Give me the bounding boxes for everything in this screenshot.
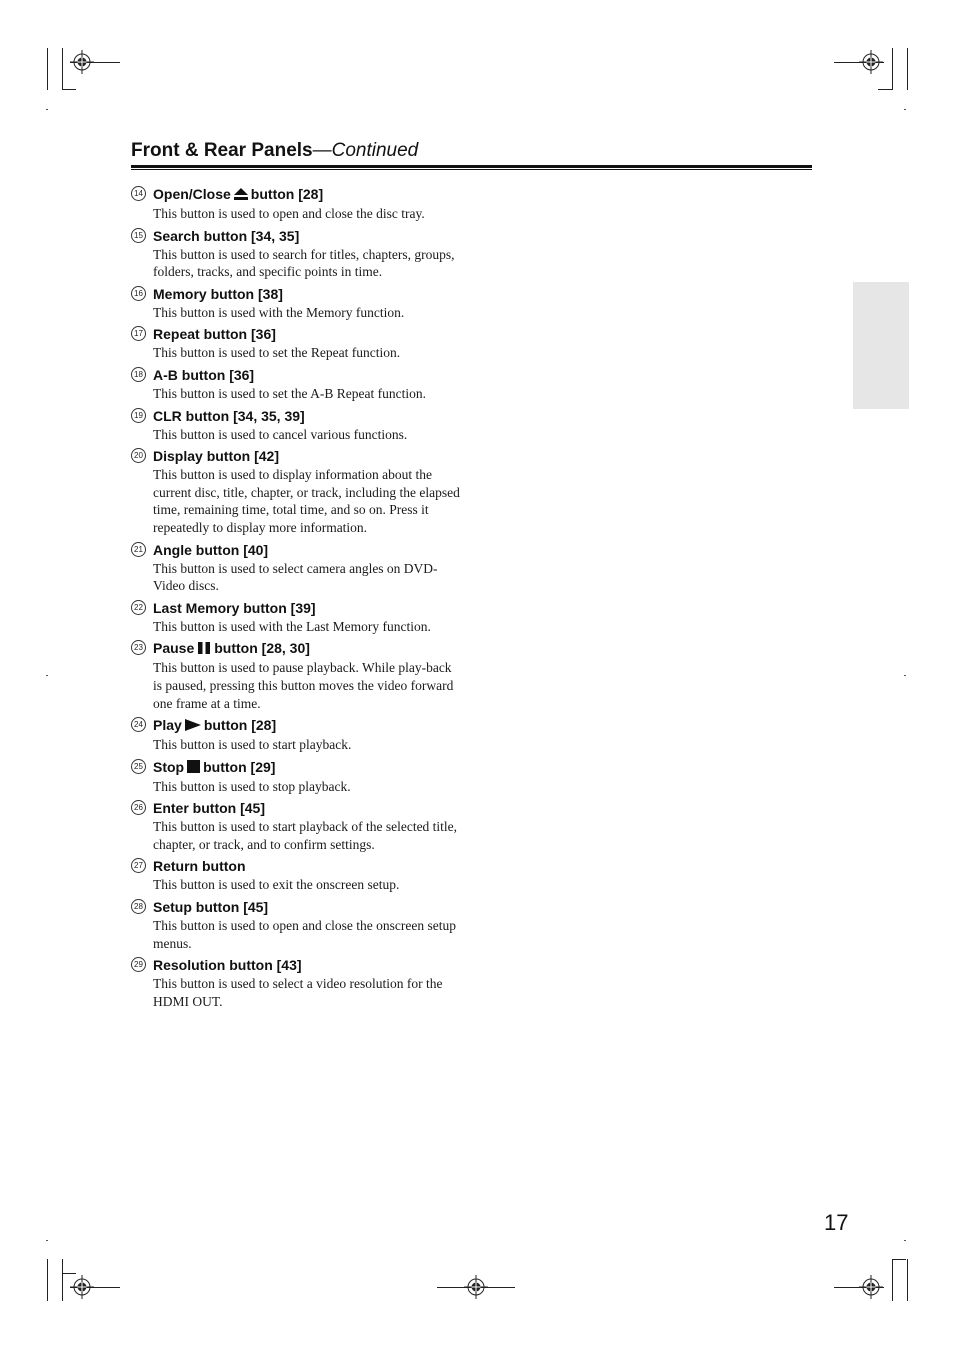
item-number-badge: 24 (131, 717, 146, 732)
item-description: This button is used to stop playback. (153, 778, 351, 794)
item-description: This button is used to set the A-B Repeat function. (153, 385, 426, 401)
registration-mark-icon (859, 1275, 883, 1299)
crop-line (907, 1259, 908, 1301)
item-description: This button is used to search for titles, chapters, groups, folders, tracks, and specific points in time. (153, 246, 455, 280)
crop-line (62, 1259, 63, 1301)
item-number-badge: 21 (131, 542, 146, 557)
item-title (153, 716, 461, 736)
page-number: 17 (824, 1210, 849, 1235)
item-description: This button is used to display information about the current disc, title, chapter, or track, including the elapsed time, remaining time, total time, and so on. Press it repeatedly to display more information. (153, 467, 460, 535)
list-item (131, 407, 461, 444)
item-title (153, 898, 461, 917)
item-title-text: Enter button [45] (153, 800, 265, 817)
item-title-text: Setup button [45] (153, 899, 269, 916)
registration-mark-icon (70, 1275, 94, 1299)
list-item (131, 541, 461, 595)
list-item (131, 857, 461, 894)
item-description: This button is used to exit the onscreen setup. (153, 877, 400, 893)
item-number-badge: 22 (131, 600, 146, 615)
edge-tick (46, 675, 48, 676)
item-description: This button is used to pause playback. While play-back is paused, pressing this button moves the video forward one frame at a time. (153, 660, 454, 711)
item-title-text: Last Memory button [39] (153, 599, 316, 616)
item-number-badge: 16 (131, 286, 146, 301)
item-title-suffix: button [28] (203, 717, 277, 734)
page-title (131, 138, 812, 164)
list-item (131, 898, 461, 952)
item-description: This button is used with the Memory function. (153, 304, 405, 320)
item-title-text: Pause (153, 640, 195, 657)
item-number-badge: 27 (131, 858, 146, 873)
page-header (131, 138, 812, 170)
crop-line (892, 48, 893, 90)
list-item (131, 639, 461, 712)
registration-mark-icon (859, 50, 883, 74)
item-title (153, 758, 461, 778)
edge-tick (904, 109, 906, 110)
title-main: Front & Rear Panels (131, 140, 313, 161)
item-title-text: Memory button [38] (153, 285, 283, 302)
crop-line (62, 89, 76, 90)
item-title (153, 541, 461, 560)
section-side-tab (853, 282, 909, 409)
list-item (131, 325, 461, 362)
item-title (153, 285, 461, 304)
play-icon (185, 717, 201, 736)
crop-line (47, 1259, 48, 1301)
item-title-suffix: button [28, 30] (214, 640, 310, 657)
eject-icon (234, 186, 248, 205)
item-number-badge: 29 (131, 957, 146, 972)
item-title-text: Repeat button [36] (153, 326, 276, 343)
item-description: This button is used to start playback. (153, 737, 352, 753)
list-item (131, 956, 461, 1010)
item-description: This button is used to open and close the disc tray. (153, 206, 425, 221)
item-number-badge: 20 (131, 448, 146, 463)
item-title (153, 639, 461, 659)
item-number-badge: 18 (131, 367, 146, 382)
item-title-text: Open/Close (153, 186, 231, 202)
item-title-text: Search button [34, 35] (153, 227, 300, 244)
item-description: This button is used with the Last Memory function. (153, 618, 431, 634)
item-title-text: Angle button [40] (153, 541, 269, 558)
edge-tick (904, 1240, 906, 1241)
list-item (131, 285, 461, 322)
list-item (131, 185, 461, 223)
item-title-text: A-B button [36] (153, 366, 255, 383)
item-title (153, 325, 461, 344)
list-item (131, 599, 461, 636)
item-number-badge: 28 (131, 899, 146, 914)
item-title-text: Stop (153, 758, 185, 775)
list-item (131, 716, 461, 754)
list-item (131, 799, 461, 853)
title-continued: —Continued (312, 140, 419, 161)
item-title-text: Return button (153, 858, 246, 875)
pause-icon (197, 640, 211, 659)
item-title-suffix: button [29] (203, 758, 276, 775)
list-item (131, 227, 461, 281)
item-number-badge: 26 (131, 800, 146, 815)
edge-tick (46, 1240, 48, 1241)
item-number-badge: 19 (131, 408, 146, 423)
item-title-text: Resolution button [43] (153, 957, 302, 974)
crop-line (62, 1273, 76, 1274)
item-title (153, 407, 461, 426)
edge-tick (46, 109, 48, 110)
list-item (131, 366, 461, 403)
item-description: This button is used to cancel various functions. (153, 426, 408, 442)
item-title (153, 185, 461, 205)
crop-line (892, 1259, 906, 1260)
item-description: This button is used to select a video resolution for the HDMI OUT. (153, 976, 443, 1009)
registration-mark-icon (464, 1275, 488, 1299)
item-title-text: Display button [42] (153, 448, 280, 465)
item-description: This button is used to start playback of the selected title, chapter, or track, and to confirm settings. (153, 819, 458, 852)
crop-line (62, 48, 63, 90)
item-number-badge: 23 (131, 640, 146, 655)
item-title (153, 227, 461, 246)
item-description: This button is used to select camera angles on DVD-Video discs. (153, 560, 438, 594)
item-description: This button is used to set the Repeat function. (153, 345, 401, 361)
list-item (131, 447, 461, 536)
item-title-suffix: button [28] (250, 186, 324, 202)
item-title (153, 956, 461, 975)
crop-line (878, 89, 892, 90)
edge-tick (904, 675, 906, 676)
item-title (153, 366, 461, 385)
item-title-text: Play (153, 717, 182, 734)
header-rule (131, 165, 812, 168)
crop-line (907, 48, 908, 90)
item-number-badge: 17 (131, 326, 146, 341)
item-title (153, 857, 461, 876)
header-rule-thin (131, 169, 812, 170)
crop-line (47, 48, 48, 90)
button-description-list (131, 185, 461, 1014)
item-title (153, 447, 461, 466)
list-item (131, 758, 461, 796)
item-title (153, 799, 461, 818)
item-description: This button is used to open and close the onscreen setup menus. (153, 918, 456, 951)
item-title (153, 599, 461, 618)
item-number-badge: 15 (131, 228, 146, 243)
item-title-text: CLR button [34, 35, 39] (153, 407, 305, 424)
registration-mark-icon (70, 50, 94, 74)
item-number-badge: 14 (131, 186, 146, 201)
item-number-badge: 25 (131, 759, 146, 774)
stop-icon (187, 759, 200, 778)
crop-line (892, 1259, 893, 1301)
